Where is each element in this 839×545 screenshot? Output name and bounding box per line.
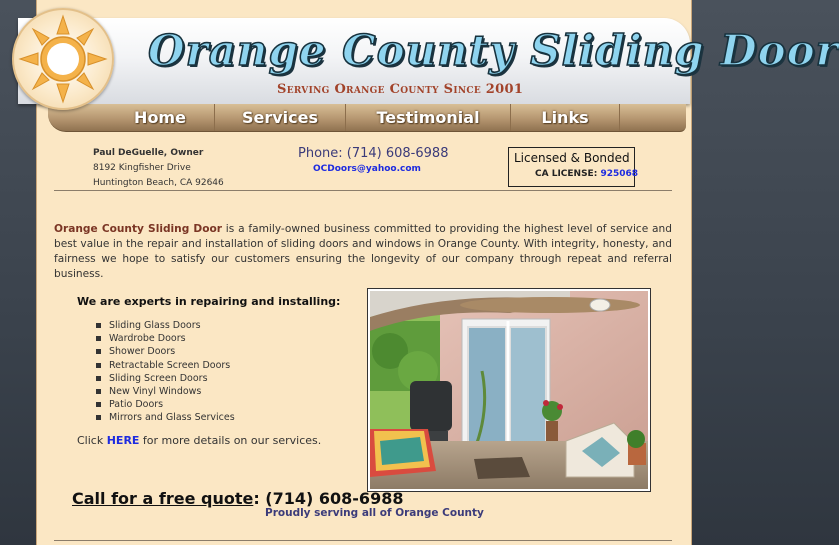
free-quote-line (72, 489, 403, 508)
nav-testimonial[interactable]: Testimonial (346, 104, 511, 131)
here-link[interactable]: HERE (106, 434, 140, 447)
quote-phone: : (714) 608-6988 (253, 489, 404, 508)
list-item: Wardrobe Doors (94, 332, 235, 345)
license-box (508, 147, 639, 187)
address-line-1: 8192 Kingfisher Drive (93, 163, 191, 173)
email-link[interactable]: OCDoors@yahoo.com (313, 164, 421, 174)
divider (54, 190, 672, 191)
services-list (94, 319, 235, 425)
list-item: Sliding Glass Doors (94, 319, 235, 332)
nav-services[interactable]: Services (215, 104, 346, 131)
serving-text: Proudly serving all of Orange County (265, 507, 484, 519)
free-quote-link[interactable]: Call for a free quote (72, 489, 254, 508)
footer-divider (54, 540, 672, 541)
address-line-2: Huntington Beach, CA 92646 (93, 178, 224, 188)
click-suffix: for more details on our services. (139, 434, 322, 447)
list-item: Shower Doors (94, 345, 235, 358)
license-title: Licensed & Bonded (514, 151, 630, 165)
nav-links[interactable]: Links (511, 104, 620, 131)
list-item: Sliding Screen Doors (94, 372, 235, 385)
click-prefix: Click (77, 434, 107, 447)
services-more-text (77, 434, 321, 447)
intro-paragraph (54, 222, 672, 282)
license-number: 925068 (600, 169, 639, 179)
list-item: Retractable Screen Doors (94, 359, 235, 372)
phone-number: Phone: (714) 608-6988 (298, 146, 449, 161)
intro-text: is a family-owned business committed to providing the highest level of service and best value in the repair and installation of sliding doors and windows in Orange County. With integrity, honesty, and fairness we hope to satisfy our customers ensuring the longevity of our company through repeat and referral business. (54, 223, 672, 280)
nav-home[interactable]: Home (106, 104, 215, 131)
site-title: Orange County Sliding Door (148, 26, 839, 75)
services-heading: We are experts in repairing and installing: (77, 295, 341, 308)
list-item: Patio Doors (94, 398, 235, 411)
license-line (535, 169, 638, 179)
sun-logo-icon[interactable] (12, 8, 114, 110)
patio-door-photo (367, 288, 651, 492)
intro-brand: Orange County Sliding Door (54, 223, 222, 235)
list-item: New Vinyl Windows (94, 385, 235, 398)
license-label: CA LICENSE: (535, 169, 598, 179)
list-item: Mirrors and Glass Services (94, 411, 235, 424)
owner-info (93, 146, 224, 191)
main-nav (48, 104, 686, 132)
site-tagline: Serving Orange County Since 2001 (277, 82, 524, 97)
owner-name: Paul DeGuelle, Owner (93, 148, 204, 158)
